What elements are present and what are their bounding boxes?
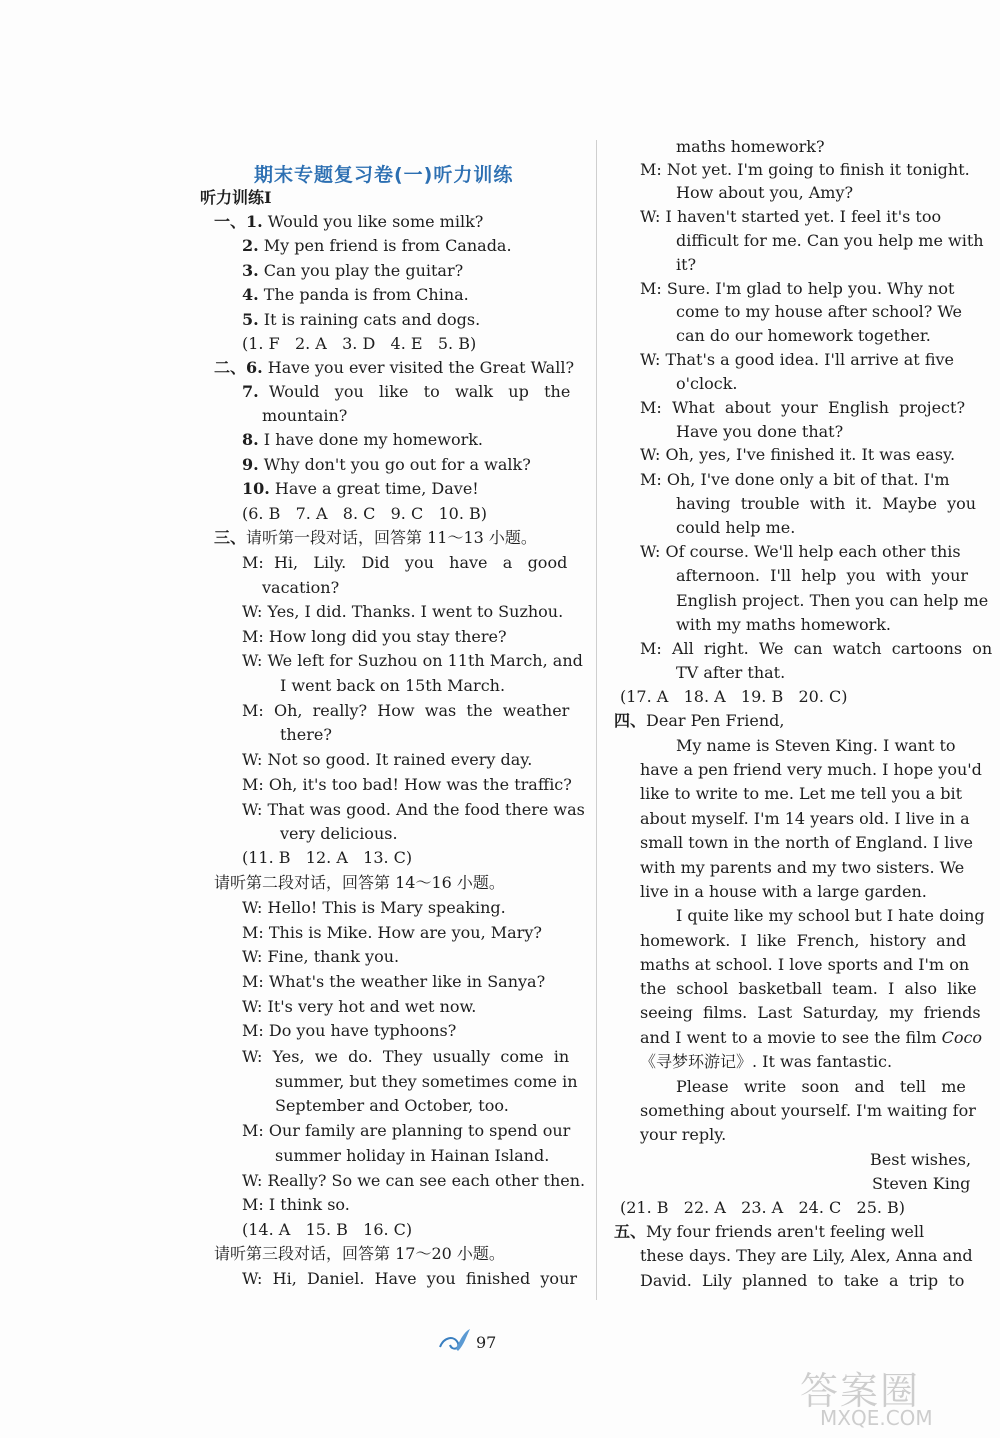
line-text: these days. They are Lily, Alex, Anna and: [640, 1246, 973, 1265]
line-text: Dear Pen Friend,: [646, 711, 785, 730]
right-line: [676, 254, 696, 276]
line-text: 请听第一段对话，回答第 11～13 小题。: [246, 528, 537, 547]
right-line: [640, 930, 966, 952]
right-line: [640, 954, 969, 976]
line-text: Can you play the guitar?: [258, 261, 464, 280]
line-text: summer, but they sometimes come in: [275, 1072, 578, 1091]
line-text: Have a great time, Dave!: [269, 479, 479, 498]
left-line: [242, 946, 399, 968]
line-text: it?: [676, 255, 697, 274]
line-text: M: What's the weather like in Sanya?: [242, 972, 546, 991]
line-text: (11. B 12. A 13. C): [242, 848, 413, 867]
line-text: o'clock.: [676, 374, 738, 393]
right-line: [676, 905, 985, 927]
line-text: like to write to me. Let me tell you a bit: [640, 784, 963, 803]
watermark-main: 答案圈: [800, 1369, 921, 1413]
line-text: with my maths homework.: [676, 615, 892, 634]
left-line: [262, 405, 347, 427]
left-line: [262, 577, 339, 599]
item-number: 10.: [242, 479, 270, 498]
left-line: [242, 1170, 585, 1192]
right-line: [676, 493, 976, 515]
item-number: 4.: [242, 285, 259, 304]
left-line: [242, 749, 532, 771]
right-line: [640, 1245, 973, 1267]
left-line: [214, 872, 505, 894]
line-text: M: I think so.: [242, 1195, 350, 1214]
right-line: [640, 469, 950, 491]
line-text: My four friends aren't feeling well: [646, 1222, 925, 1241]
question-section-number: 五、: [614, 1222, 647, 1241]
right-line: [640, 444, 955, 466]
line-text: Would you like to walk up the: [258, 382, 571, 401]
line-text: maths homework?: [676, 137, 825, 156]
right-line: [676, 590, 988, 612]
item-number: 8.: [242, 430, 259, 449]
line-text: M: What about your English project?: [640, 398, 966, 417]
question-section-number: 一、: [214, 212, 247, 231]
line-text: Have you done that?: [676, 422, 844, 441]
line-text: David. Lily planned to take a trip to: [640, 1271, 965, 1290]
left-line: [242, 478, 479, 500]
line-text: W: That was good. And the food there was: [242, 800, 585, 819]
left-line: [242, 333, 476, 355]
item-number: 7.: [242, 382, 259, 401]
left-line: [242, 284, 469, 306]
section-heading: 听力训练Ⅰ: [200, 188, 272, 207]
line-text: (17. A 18. A 19. B 20. C): [620, 687, 848, 706]
right-line: [614, 710, 784, 732]
right-line: [640, 881, 927, 903]
swirl-logo-icon: [436, 1325, 472, 1355]
line-text: 请听第二段对话，回答第 14～16 小题。: [214, 873, 505, 892]
left-line: [214, 357, 574, 379]
line-text: and I went to a movie to see the film: [640, 1028, 937, 1047]
left-line: [242, 700, 569, 722]
right-line: [676, 136, 825, 158]
line-text: My pen friend is from Canada.: [258, 236, 512, 255]
item-number: 1.: [246, 212, 263, 231]
line-text: Why don't you go out for a walk?: [258, 455, 531, 474]
line-text: M: Not yet. I'm going to finish it tonight.: [640, 160, 970, 179]
line-text: having trouble with it. Maybe you: [676, 494, 977, 513]
line-text: there?: [280, 725, 332, 744]
left-line: [242, 381, 570, 403]
line-text: summer holiday in Hainan Island.: [275, 1146, 550, 1165]
line-text: with my parents and my two sisters. We: [640, 858, 965, 877]
left-line: [242, 847, 412, 869]
right-line: [676, 1076, 966, 1098]
left-line: [275, 1071, 578, 1093]
line-text: come to my house after school? We: [676, 302, 962, 321]
right-line: [676, 230, 984, 252]
left-line: [242, 1120, 570, 1142]
line-text: M: Sure. I'm glad to help you. Why not: [640, 279, 955, 298]
line-text: can do our homework together.: [676, 326, 931, 345]
line-text: (1. F 2. A 3. D 4. E 5. B): [242, 334, 477, 353]
line-text: live in a house with a large garden.: [640, 882, 927, 901]
right-line: [640, 808, 970, 830]
left-line: [242, 503, 487, 525]
right-line: [640, 978, 977, 1000]
line-text: W: Yes, we do. They usually come in: [242, 1047, 570, 1066]
line-text: Best wishes,: [870, 1150, 972, 1169]
watermark: [800, 1360, 990, 1432]
right-line: [676, 662, 785, 684]
left-line: [242, 774, 572, 796]
line-text: M: Oh, it's too bad! How was the traffic?: [242, 775, 572, 794]
left-line: [242, 922, 542, 944]
line-text: It is raining cats and dogs.: [258, 310, 481, 329]
left-line: [242, 260, 463, 282]
right-line: [640, 278, 954, 300]
left-line: [242, 235, 512, 257]
line-text: seeing films. Last Saturday, my friends: [640, 1003, 981, 1022]
left-line: [242, 601, 563, 623]
line-text: English project. Then you can help me: [676, 591, 989, 610]
line-text: W: Yes, I did. Thanks. I went to Suzhou.: [242, 602, 564, 621]
left-line: [280, 823, 398, 845]
left-line: [275, 1145, 549, 1167]
right-line: [640, 541, 961, 563]
item-number: 9.: [242, 455, 259, 474]
left-line: [214, 527, 537, 549]
left-line: [214, 1243, 505, 1265]
line-text: M: Hi, Lily. Did you have a good: [242, 553, 568, 572]
right-line: [676, 614, 891, 636]
left-line: [242, 429, 483, 451]
left-line: [242, 1046, 569, 1068]
line-text: W: Hi, Daniel. Have you finished your: [242, 1269, 578, 1288]
line-text: My name is Steven King. I want to: [676, 736, 956, 755]
left-line: [242, 799, 585, 821]
column-divider: [596, 140, 597, 1300]
right-line: [640, 349, 954, 371]
line-text: M: How long did you stay there?: [242, 627, 507, 646]
left-line: [242, 971, 545, 993]
left-line: [242, 1194, 350, 1216]
right-line: [640, 1027, 982, 1049]
left-line: [214, 211, 483, 233]
line-text: W: Fine, thank you.: [242, 947, 400, 966]
right-line: [640, 159, 970, 181]
line-text: homework. I like French, history and: [640, 931, 967, 950]
line-text: M: Oh, I've done only a bit of that. I'm: [640, 470, 950, 489]
item-number: 6.: [246, 358, 263, 377]
left-line: [280, 724, 332, 746]
line-text: W: Not so good. It rained every day.: [242, 750, 533, 769]
line-text: M: Oh, really? How was the weather: [242, 701, 570, 720]
left-line: [242, 650, 583, 672]
right-line: [620, 686, 848, 708]
left-line: [280, 675, 505, 697]
line-text: vacation?: [262, 578, 340, 597]
line-text: M: This is Mike. How are you, Mary?: [242, 923, 542, 942]
line-text: small town in the north of England. I live: [640, 833, 973, 852]
line-text: your reply.: [640, 1125, 727, 1144]
right-line: [676, 325, 931, 347]
line-text: M: Our family are planning to spend our: [242, 1121, 571, 1140]
right-line: [640, 1270, 964, 1292]
right-line: [676, 421, 843, 443]
left-line: [275, 1095, 509, 1117]
left-line: [242, 996, 476, 1018]
line-text: Steven King: [872, 1174, 971, 1193]
line-text: mountain?: [262, 406, 348, 425]
line-text: W: Hello! This is Mary speaking.: [242, 898, 506, 917]
line-text: W: Of course. We'll help each other this: [640, 542, 961, 561]
left-line: [242, 309, 480, 331]
line-text: W: That's a good idea. I'll arrive at five: [640, 350, 954, 369]
line-text: have a pen friend very much. I hope you'd: [640, 760, 982, 779]
line-text: W: We left for Suzhou on 11th March, and: [242, 651, 583, 670]
line-text: the school basketball team. I also like: [640, 979, 977, 998]
item-number: 5.: [242, 310, 259, 329]
right-line: [614, 1221, 924, 1243]
question-section-number: 三、: [214, 528, 247, 547]
right-line: [640, 857, 964, 879]
line-text: 《寻梦环游记》. It was fantastic.: [640, 1052, 893, 1071]
left-line: [242, 626, 507, 648]
left-line: [242, 454, 531, 476]
line-text: very delicious.: [280, 824, 398, 843]
line-text: (21. B 22. A 23. A 24. C 25. B): [620, 1198, 906, 1217]
italic-title: Coco: [936, 1028, 983, 1047]
left-line: [242, 897, 506, 919]
line-text: (6. B 7. A 8. C 9. C 10. B): [242, 504, 488, 523]
right-line: [872, 1173, 970, 1195]
line-text: W: It's very hot and wet now.: [242, 997, 477, 1016]
line-text: September and October, too.: [275, 1096, 509, 1115]
line-text: I went back on 15th March.: [280, 676, 506, 695]
right-line: [640, 397, 965, 419]
right-line: [640, 638, 992, 660]
line-text: TV after that.: [676, 663, 786, 682]
right-line: [676, 565, 968, 587]
right-line: [640, 1002, 981, 1024]
left-line: [242, 1020, 456, 1042]
right-line: [870, 1149, 971, 1171]
right-line: [676, 735, 956, 757]
right-line: [640, 759, 982, 781]
right-line: [676, 517, 795, 539]
right-line: [676, 301, 962, 323]
question-section-number: 四、: [614, 711, 647, 730]
line-text: M: All right. We can watch cartoons on: [640, 639, 993, 658]
watermark-sub: MXQE.COM: [820, 1406, 933, 1430]
line-text: something about yourself. I'm waiting for: [640, 1101, 976, 1120]
item-number: 2.: [242, 236, 259, 255]
line-text: Please write soon and tell me: [676, 1077, 966, 1096]
line-text: about myself. I'm 14 years old. I live in a: [640, 809, 970, 828]
line-text: Would you like some milk?: [262, 212, 484, 231]
right-line: [620, 1197, 905, 1219]
page-title: 期末专题复习卷(一)听力训练: [254, 164, 514, 186]
right-line: [640, 1124, 726, 1146]
left-line: [242, 1219, 412, 1241]
line-text: The panda is from China.: [258, 285, 469, 304]
line-text: W: Really? So we can see each other then.: [242, 1171, 586, 1190]
line-text: maths at school. I love sports and I'm on: [640, 955, 970, 974]
line-text: W: I haven't started yet. I feel it's too: [640, 207, 942, 226]
line-text: I have done my homework.: [258, 430, 483, 449]
line-text: 请听第三段对话，回答第 17～20 小题。: [214, 1244, 505, 1263]
right-line: [676, 182, 853, 204]
page-number: 97: [476, 1333, 497, 1352]
line-text: W: Oh, yes, I've finished it. It was easy.: [640, 445, 956, 464]
line-text: afternoon. I'll help you with your: [676, 566, 969, 585]
right-line: [640, 1100, 976, 1122]
line-text: I quite like my school but I hate doing: [676, 906, 985, 925]
left-line: [242, 1268, 577, 1290]
line-text: (14. A 15. B 16. C): [242, 1220, 413, 1239]
item-number: 3.: [242, 261, 259, 280]
line-text: How about you, Amy?: [676, 183, 854, 202]
line-text: Have you ever visited the Great Wall?: [262, 358, 575, 377]
right-line: [640, 832, 973, 854]
line-text: could help me.: [676, 518, 796, 537]
line-text: difficult for me. Can you help me with: [676, 231, 984, 250]
question-section-number: 二、: [214, 358, 247, 377]
left-line: [242, 552, 567, 574]
right-line: [640, 783, 962, 805]
right-line: [676, 373, 737, 395]
line-text: M: Do you have typhoons?: [242, 1021, 457, 1040]
right-line: [640, 206, 941, 228]
right-line: [640, 1051, 892, 1073]
